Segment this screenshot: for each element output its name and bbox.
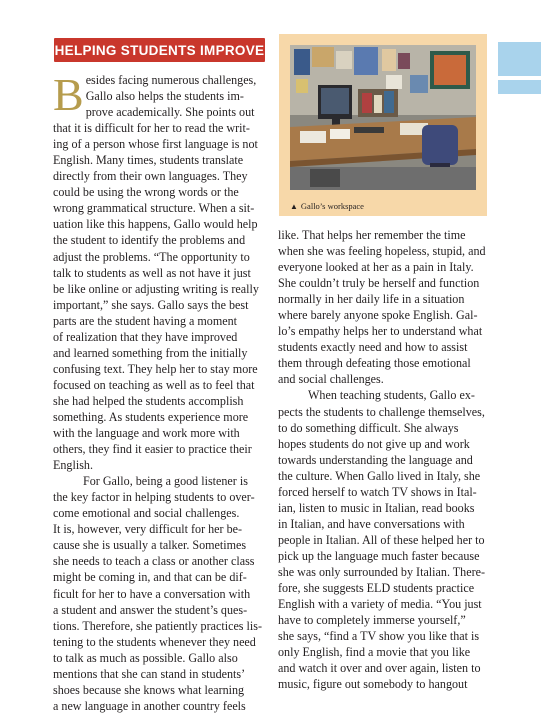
side-tab-decoration [498,42,541,76]
article-line: For Gallo, being a good listener is [83,474,248,489]
article-line: a new language in another country feels [53,698,246,713]
article-line: have to completely immerse yourself,” [278,613,466,628]
article-paragraph-3 [278,227,492,387]
article-line: ian, listen to music in Italian, read books [278,500,475,515]
article-column-left [53,69,267,714]
article-line: she needs to teach a class or another class [53,554,255,569]
article-line: and learned something from the initially [53,345,248,360]
article-line: tions. Therefore, she patiently practices lis- [53,618,262,633]
article-line: the student to identify the problems and [53,233,246,248]
article-line: the key factor in helping students to over- [53,490,255,505]
article-line: mentions that she can stand in students’ [53,666,246,681]
article-line: that it is difficult for her to read the writ- [53,121,250,136]
side-tab-decoration-small [498,80,541,94]
article-line: them through defeating those emotional [278,356,471,371]
article-line: She couldn’t truly be herself and function [278,276,480,291]
article-line: uation like this happens, Gallo would help [53,217,258,232]
workspace-photo [290,45,476,190]
article-paragraph-2 [53,473,267,714]
article-line: a student and answer the student’s ques- [53,602,248,617]
article-line: talk to students as well as not have it just [53,265,251,280]
article-line: the culture. When Gallo lived in Italy, she [278,468,481,483]
article-line: focused on teaching as well as to feel that [53,377,255,392]
article-line: where barely anyone spoke English. Gal- [278,308,478,323]
photo-frame [279,34,487,216]
article-column-right [278,227,492,692]
caption-triangle-icon: ▲ [290,202,298,211]
article-line: parts are the student having a moment [53,313,238,328]
workspace-photo-illustration [290,45,476,190]
article-line: music, figure out somebody to hangout [278,677,468,692]
article-line: fore, she suggests ELD students practice [278,581,475,596]
article-line: prove academically. She points out [85,105,255,120]
article-line: like. That helps her remember the time [278,228,466,242]
article-line: come emotional and social challenges. [53,506,240,521]
article-paragraph-1 [53,69,267,473]
article-line: when she was feeling hopeless, stupid, and [278,244,486,259]
article-line: could be using the wrong words or the [53,185,239,200]
article-line: ficult for her to have a conversation with [53,586,251,601]
article-line: hopes students do not give up and work [278,436,470,451]
article-line: might be coming in, and that can be dif- [53,570,247,585]
article-line: lo’s empathy helps her to understand what [278,324,483,339]
article-line: in Italian, and have conversations with [278,516,465,531]
article-line: confusing text. They help her to stay more [53,361,258,376]
photo-caption [290,201,364,211]
article-line: pick up the language much faster because [278,548,480,563]
article-line: directly from their own languages. They [53,169,248,184]
article-line: When teaching students, Gallo ex- [308,388,475,403]
article-line: she was only surrounded by Italian. There- [278,564,485,579]
article-line: only English, find a movie that you like [278,645,471,660]
article-line: esides facing numerous challenges, [85,73,257,87]
article-line: something. As students experience more [53,409,249,424]
article-line: ing of a person whose first language is not [53,137,258,152]
section-heading: HELPING STUDENTS IMPROVE [54,42,265,58]
article-line: with the language and work more with [53,426,240,441]
article-line: others, they find it easier to practice their [53,442,252,457]
article-line: adjust the problems. “The opportunity to [53,249,250,264]
article-line: forced herself to watch TV shows in Ital- [278,484,477,499]
article-line: wrong grammatical structure. When a sit- [53,201,255,216]
article-line: shoes because she knows what learning [53,682,245,697]
caption-text: Gallo’s workspace [300,201,364,211]
article-line: English. Many times, students translate [53,153,244,168]
article-line: tening to the students whenever they need [53,634,256,649]
article-line: Gallo also helps the students im- [85,89,244,104]
article-line: cause she is usually a talker. Sometimes [53,538,247,553]
article-line: to do something difficult. She always [278,420,459,435]
drop-cap: B [53,69,84,120]
article-line: of realization that they have improved [53,329,238,344]
article-line: English with a variety of media. “You just [278,597,482,612]
article-line: and watch it over and over again, listen to [278,661,481,676]
article-line: towards understanding the language and [278,452,473,467]
article-line: to talk as much as possible. Gallo also [53,650,238,665]
article-line: It is, however, very difficult for her be- [53,522,243,537]
article-line: English. [53,458,93,473]
article-paragraph-4 [278,387,492,692]
article-line: she says, “find a TV show you like that is [278,629,480,644]
article-line: people in Italian. All of these helped her to [278,532,485,547]
article-line: pects the students to challenge themselves, [278,404,485,419]
article-line: important,” she says. Gallo says the best [53,297,249,312]
article-line: students exactly need and how to assist [278,340,468,355]
article-line: be like online or adjusting writing is really [53,281,259,296]
article-line: normally in her daily life in a situation [278,292,465,307]
article-line: she had helped the students accomplish [53,393,244,408]
article-line: and social challenges. [278,372,384,387]
section-heading-bar [54,38,265,62]
article-line: everyone looked at her as a pain in Italy. [278,260,474,275]
